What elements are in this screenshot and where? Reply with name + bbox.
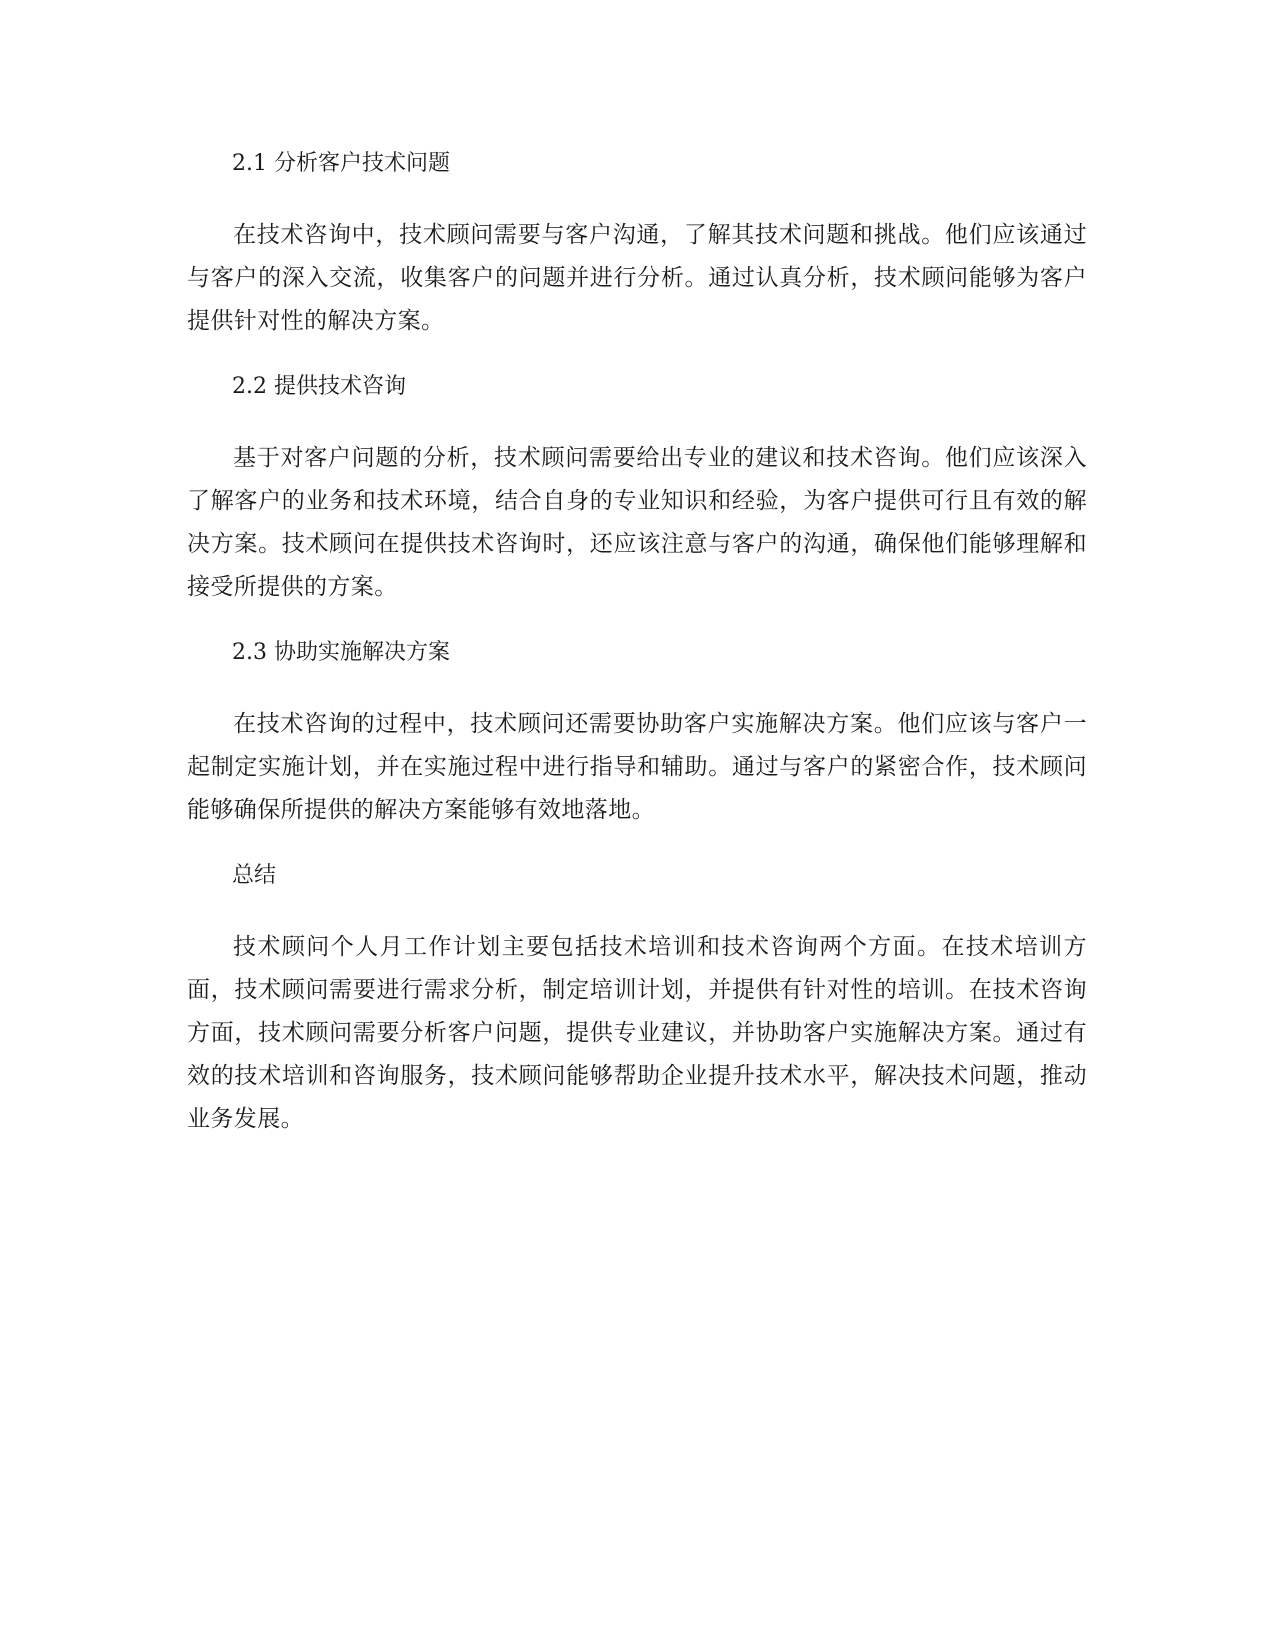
section-paragraph-2-3: 在技术咨询的过程中，技术顾问还需要协助客户实施解决方案。他们应该与客户一起制定实施计划，并在实施过程中进行指导和辅助。通过与客户的紧密合作，技术顾问能够确保所提供的解决方案能够有效地落地。 <box>187 711 1087 823</box>
document-body <box>187 144 1087 1165</box>
section-heading-2-2: 2.2 提供技术咨询 <box>232 374 406 399</box>
section-heading-2-1: 2.1 分析客户技术问题 <box>232 151 450 176</box>
section-heading-2-3: 2.3 协助实施解决方案 <box>232 640 450 665</box>
section-paragraph-2-1: 在技术咨询中，技术顾问需要与客户沟通，了解其技术问题和挑战。他们应该通过与客户的深入交流，收集客户的问题并进行分析。通过认真分析，技术顾问能够为客户提供针对性的解决方案。 <box>187 222 1087 334</box>
summary-paragraph: 技术顾问个人月工作计划主要包括技术培训和技术咨询两个方面。在技术培训方面，技术顾问需要进行需求分析，制定培训计划，并提供有针对性的培训。在技术咨询方面，技术顾问需要分析客户问题，提供专业建议，并协助客户实施解决方案。通过有效的技术培训和咨询服务，技术顾问能够帮助企业提升技术水平，解决技术问题，推动业务发展。 <box>187 934 1087 1132</box>
section-paragraph-2-2: 基于对客户问题的分析，技术顾问需要给出专业的建议和技术咨询。他们应该深入了解客户的业务和技术环境，结合自身的专业知识和经验，为客户提供可行且有效的解决方案。技术顾问在提供技术咨询时，还应该注意与客户的沟通，确保他们能够理解和接受所提供的方案。 <box>187 445 1087 600</box>
summary-heading: 总结 <box>232 863 277 888</box>
